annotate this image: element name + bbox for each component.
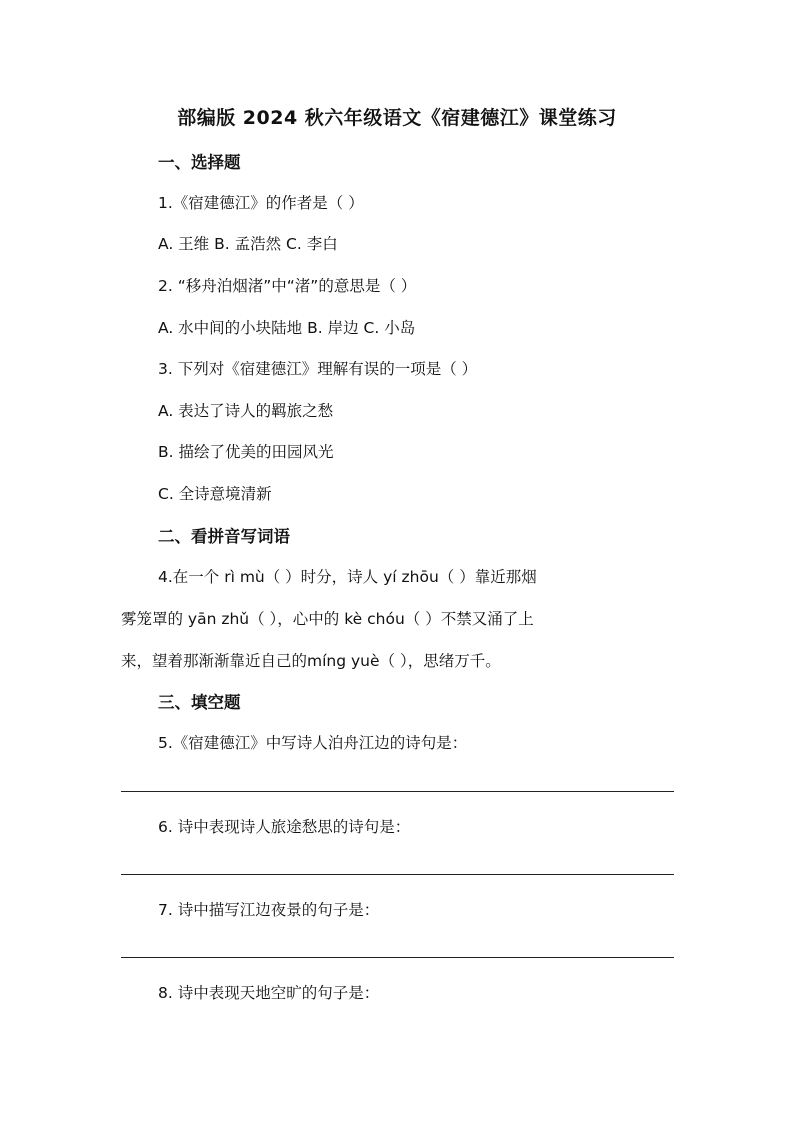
question-3-option-a: A. 表达了诗人的羁旅之愁 (158, 402, 334, 420)
question-2-options: A. 水中间的小块陆地 B. 岸边 C. 小岛 (158, 319, 416, 337)
question-2: 2. “移舟泊烟渚”中“渚”的意思是（ ） (158, 277, 417, 295)
question-7: 7. 诗中描写江边夜景的句子是： (158, 901, 380, 919)
section-heading-fill: 三、填空题 (158, 693, 241, 712)
question-3-option-b: B. 描绘了优美的田园风光 (158, 443, 334, 461)
question-3-option-c: C. 全诗意境清新 (158, 485, 272, 503)
section-heading-choice: 一、选择题 (158, 153, 241, 172)
question-1-options: A. 王维 B. 孟浩然 C. 李白 (158, 235, 338, 253)
answer-line-6[interactable] (121, 874, 674, 875)
question-6: 6. 诗中表现诗人旅途愁思的诗句是： (158, 818, 411, 836)
page-title: 部编版 2024 秋六年级语文《宿建德江》课堂练习 (177, 107, 617, 129)
answer-line-7[interactable] (121, 957, 674, 958)
question-5: 5.《宿建德江》中写诗人泊舟江边的诗句是： (158, 734, 468, 752)
section-heading-pinyin: 二、看拼音写词语 (158, 527, 290, 546)
question-4-line-2: 雾笼罩的 yān zhǔ（ ），心中的 kè chóu（ ）不禁又涌了上 (121, 610, 534, 628)
question-4-line-1: 4.在一个 rì mù（ ）时分，诗人 yí zhōu（ ）靠近那烟 (158, 568, 537, 586)
question-4-paragraph (121, 565, 674, 675)
answer-line-5[interactable] (121, 791, 674, 792)
question-3: 3. 下列对《宿建德江》理解有误的一项是（ ） (158, 360, 478, 378)
question-4-line-3: 来，望着那渐渐靠近自己的míng yuè（ ），思绪万千。 (121, 652, 501, 670)
question-8: 8. 诗中表现天地空旷的句子是： (158, 984, 380, 1002)
question-1: 1.《宿建德江》的作者是（ ） (158, 194, 364, 212)
